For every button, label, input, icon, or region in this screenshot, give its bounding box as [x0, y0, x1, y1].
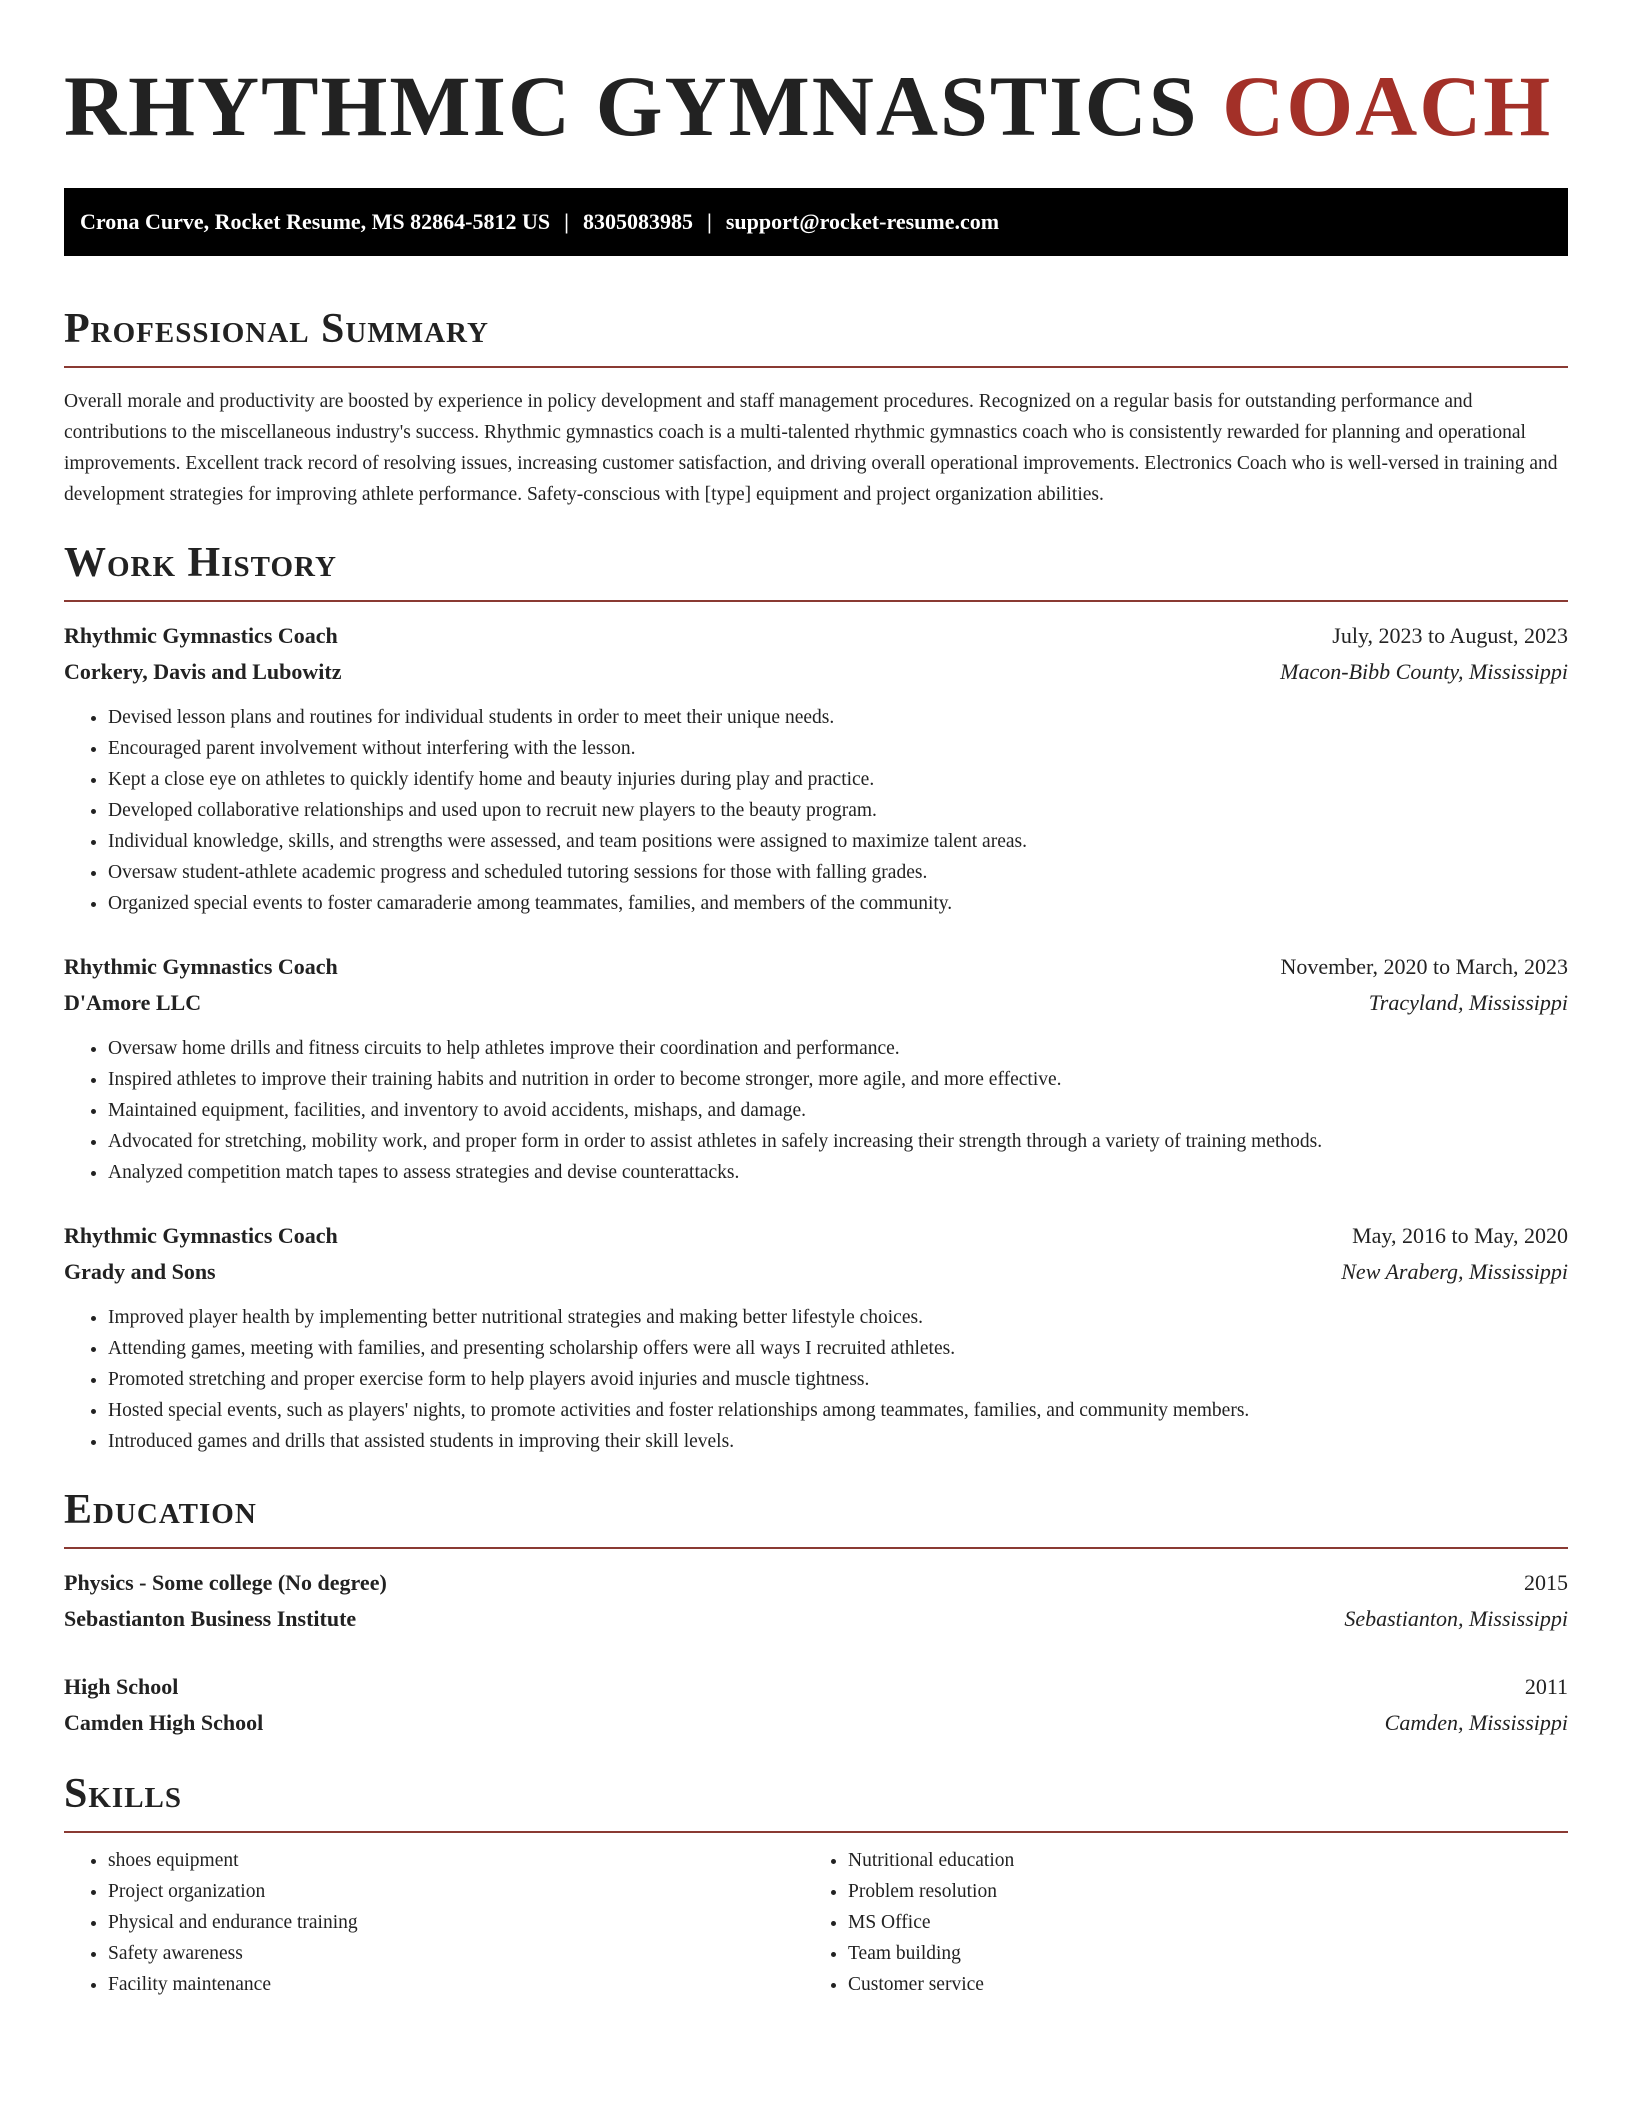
job-bullets	[64, 1302, 1568, 1457]
job-bullet: • Organized special events to foster camaraderie among teammates, families, and members of the community.	[108, 888, 1568, 919]
education-year: 2015	[1524, 1570, 1568, 1595]
section-divider	[64, 366, 1568, 368]
job-bullet: • Introduced games and drills that assisted students in improving their skill levels.	[108, 1426, 1568, 1457]
education-location: Sebastianton, Mississippi	[1344, 1606, 1568, 1631]
job-bullet: • Oversaw student-athlete academic progress and scheduled tutoring sessions for those with falling grades.	[108, 857, 1568, 888]
summary-text: Overall morale and productivity are boosted by experience in policy development and staff management procedures. Recognized on a regular basis for outstanding performance and contributions to the miscellaneous industry's success. Rhythmic gymnastics coach is a multi-talented rhythmic gymnastics coach who is consistently rewarded for planning and operational improvements. Excellent track record of resolving issues, increasing customer satisfaction, and driving overall operational improvements. Electronics Coach who is well-versed in training and development strategies for improving athlete performance. Safety-conscious with [type] equipment and project organization abilities.	[64, 391, 1558, 505]
education-degree: Physics - Some college (No degree)	[64, 1570, 387, 1595]
job-dates: May, 2016 to May, 2020	[1352, 1223, 1568, 1248]
education-school-row	[64, 1705, 1568, 1741]
job-bullet: • Individual knowledge, skills, and strengths were assessed, and team positions were assigned to maximize talent areas.	[108, 826, 1568, 857]
resume-title	[64, 56, 1568, 156]
job-entry	[64, 618, 1568, 919]
contact-address: Crona Curve, Rocket Resume, MS 82864-5812 US	[80, 209, 551, 234]
education-entry	[64, 1565, 1568, 1637]
job-company: Grady and Sons	[64, 1259, 216, 1284]
contact-separator: |	[706, 209, 712, 234]
skill-item: • Facility maintenance	[108, 1969, 804, 2000]
job-bullet: • Oversaw home drills and fitness circuits to help athletes improve their coordination and performance.	[108, 1033, 1568, 1064]
job-bullet: • Improved player health by implementing better nutritional strategies and making better lifestyle choices.	[108, 1302, 1568, 1333]
skills-list-right	[804, 1845, 1544, 2000]
section-heading-work-history: Work History	[64, 540, 337, 586]
job-bullets	[64, 1033, 1568, 1188]
job-location: Tracyland, Mississippi	[1368, 990, 1568, 1015]
job-title-row	[64, 1218, 1568, 1254]
skill-item: • Customer service	[848, 1969, 1544, 2000]
title-accent: COACH	[1222, 58, 1553, 154]
summary-section	[64, 302, 1568, 510]
education-school-row	[64, 1601, 1568, 1637]
contact-bar	[64, 188, 1568, 256]
section-heading-skills: Skills	[64, 1771, 183, 1817]
job-bullets	[64, 702, 1568, 919]
job-company: Corkery, Davis and Lubowitz	[64, 659, 342, 684]
education-year: 2011	[1524, 1674, 1568, 1699]
job-title-row	[64, 618, 1568, 654]
job-title-row	[64, 949, 1568, 985]
section-heading-education: Education	[64, 1487, 257, 1533]
job-title: Rhythmic Gymnastics Coach	[64, 1223, 338, 1248]
work-history-section	[64, 536, 1568, 1457]
education-school: Sebastianton Business Institute	[64, 1606, 357, 1631]
job-bullet: • Promoted stretching and proper exercise form to help players avoid injuries and muscle tightness.	[108, 1364, 1568, 1395]
education-degree: High School	[64, 1674, 179, 1699]
skill-item: • Safety awareness	[108, 1938, 804, 1969]
education-entry	[64, 1669, 1568, 1741]
job-company-row	[64, 1254, 1568, 1290]
skills-list-left	[64, 1845, 804, 2000]
skill-item: • Physical and endurance training	[108, 1907, 804, 1938]
education-location: Camden, Mississippi	[1384, 1710, 1568, 1735]
job-location: New Araberg, Mississippi	[1341, 1259, 1568, 1284]
job-location: Macon-Bibb County, Mississippi	[1280, 659, 1568, 684]
job-entry	[64, 1218, 1568, 1457]
job-title: Rhythmic Gymnastics Coach	[64, 623, 338, 648]
job-bullet: • Maintained equipment, facilities, and inventory to avoid accidents, mishaps, and damage.	[108, 1095, 1568, 1126]
contact-email: support@rocket-resume.com	[725, 209, 1000, 234]
job-bullet: • Advocated for stretching, mobility work, and proper form in order to assist athletes in safely increasing their strength through a variety of training methods.	[108, 1126, 1568, 1157]
section-divider	[64, 600, 1568, 602]
job-bullet: • Attending games, meeting with families, and presenting scholarship offers were all ways I recruited athletes.	[108, 1333, 1568, 1364]
skill-item: • Team building	[848, 1938, 1544, 1969]
education-degree-row	[64, 1565, 1568, 1601]
skills-section	[64, 1767, 1568, 2000]
job-bullet: • Inspired athletes to improve their training habits and nutrition in order to become stronger, more agile, and more effective.	[108, 1064, 1568, 1095]
education-degree-row	[64, 1669, 1568, 1705]
job-company: D'Amore LLC	[64, 990, 202, 1015]
job-bullet: • Kept a close eye on athletes to quickly identify home and beauty injuries during play and practice.	[108, 764, 1568, 795]
skill-item: • shoes equipment	[108, 1845, 804, 1876]
job-entry	[64, 949, 1568, 1188]
section-heading-summary: Professional Summary	[64, 306, 489, 352]
contact-phone: 8305083985	[582, 209, 693, 234]
section-divider	[64, 1831, 1568, 1833]
skill-item: • Project organization	[108, 1876, 804, 1907]
job-dates: November, 2020 to March, 2023	[1280, 954, 1568, 979]
section-divider	[64, 1547, 1568, 1549]
job-title: Rhythmic Gymnastics Coach	[64, 954, 338, 979]
contact-separator: |	[564, 209, 569, 234]
job-bullet: • Hosted special events, such as players' nights, to promote activities and foster relationships among teammates, families, and community members.	[108, 1395, 1568, 1426]
education-section	[64, 1483, 1568, 1741]
job-bullet: • Developed collaborative relationships and used upon to recruit new players to the beauty program.	[108, 795, 1568, 826]
skill-item: • Problem resolution	[848, 1876, 1544, 1907]
skill-item: • Nutritional education	[848, 1845, 1544, 1876]
job-company-row	[64, 654, 1568, 690]
job-dates: July, 2023 to August, 2023	[1332, 623, 1568, 648]
title-main: RHYTHMIC GYMNASTICS	[64, 58, 1223, 154]
job-company-row	[64, 985, 1568, 1021]
skills-grid	[64, 1845, 1568, 2000]
job-bullet: • Devised lesson plans and routines for individual students in order to meet their unique needs.	[108, 702, 1568, 733]
education-school: Camden High School	[64, 1710, 264, 1735]
job-bullet: • Analyzed competition match tapes to assess strategies and devise counterattacks.	[108, 1157, 1568, 1188]
skill-item: • MS Office	[848, 1907, 1544, 1938]
job-bullet: • Encouraged parent involvement without interfering with the lesson.	[108, 733, 1568, 764]
